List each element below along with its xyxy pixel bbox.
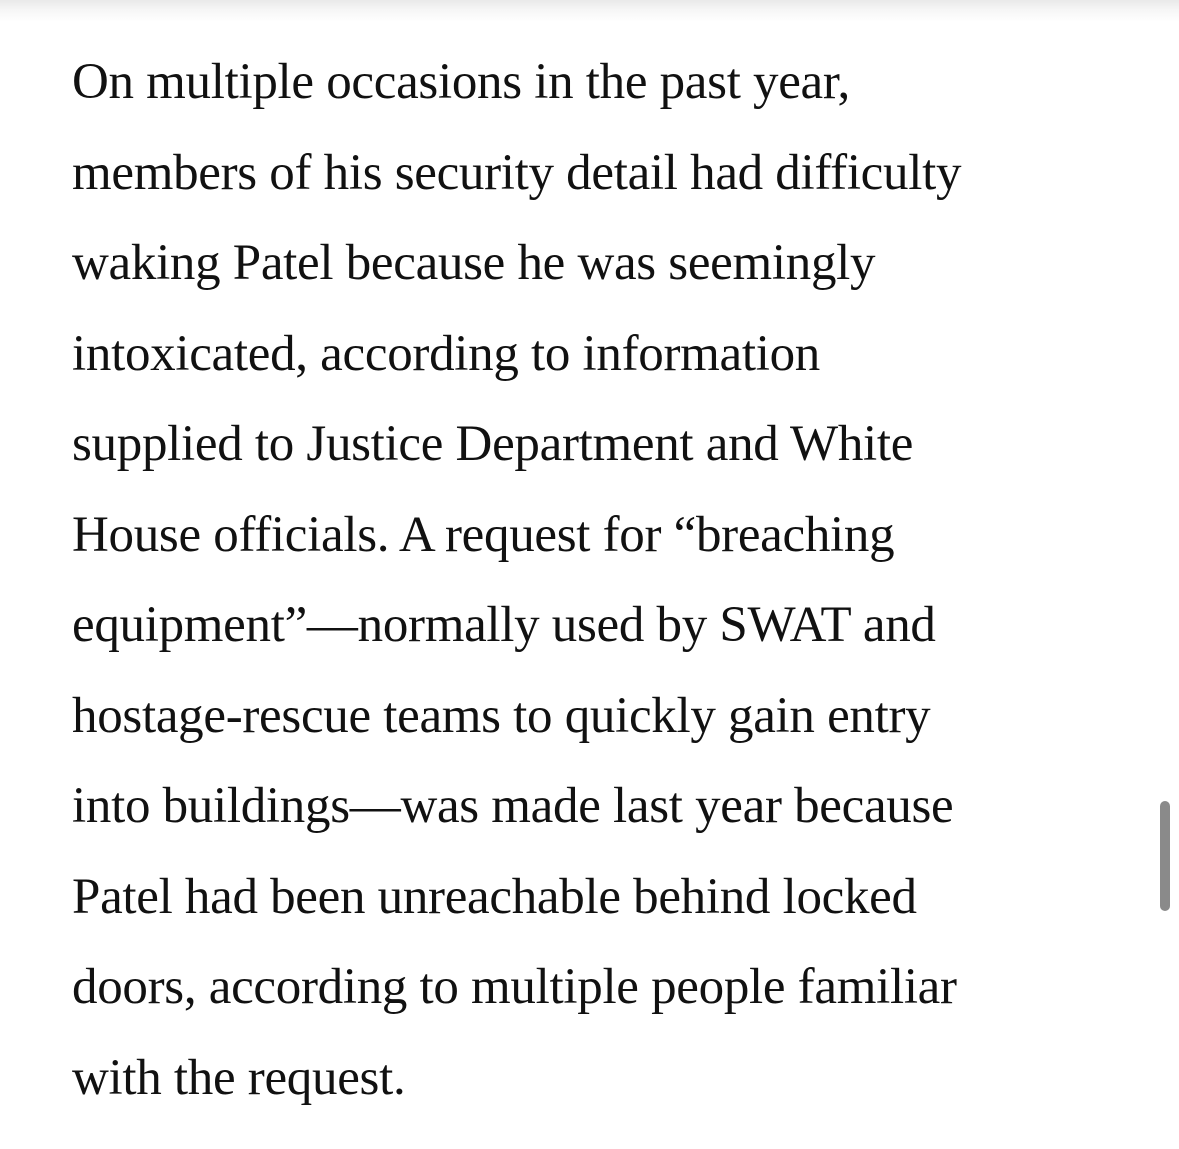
paragraph-line: intoxicated, according to information <box>72 325 820 382</box>
paragraph-line: Patel had been unreachable behind locked <box>72 868 917 925</box>
paragraph-line: with the request. <box>72 1049 406 1106</box>
top-edge-shadow <box>0 0 1179 22</box>
paragraph-line: hostage-rescue teams to quickly gain entry <box>72 687 931 744</box>
paragraph-line: equipment”—normally used by SWAT and <box>72 597 936 653</box>
paragraph-line: members of his security detail had difficulty <box>72 144 962 201</box>
paragraph-line: On multiple occasions in the past year, <box>72 54 850 110</box>
vertical-scrollbar[interactable] <box>1160 801 1170 911</box>
paragraph-line: waking Patel because he was seemingly <box>72 235 876 291</box>
paragraph-line: into buildings—was made last year because <box>72 778 954 834</box>
paragraph-line: doors, according to multiple people familiar <box>72 959 957 1015</box>
article-paragraph <box>72 37 1122 1123</box>
paragraph-line: House officials. A request for “breaching <box>72 506 895 563</box>
paragraph-line: supplied to Justice Department and White <box>72 416 914 472</box>
